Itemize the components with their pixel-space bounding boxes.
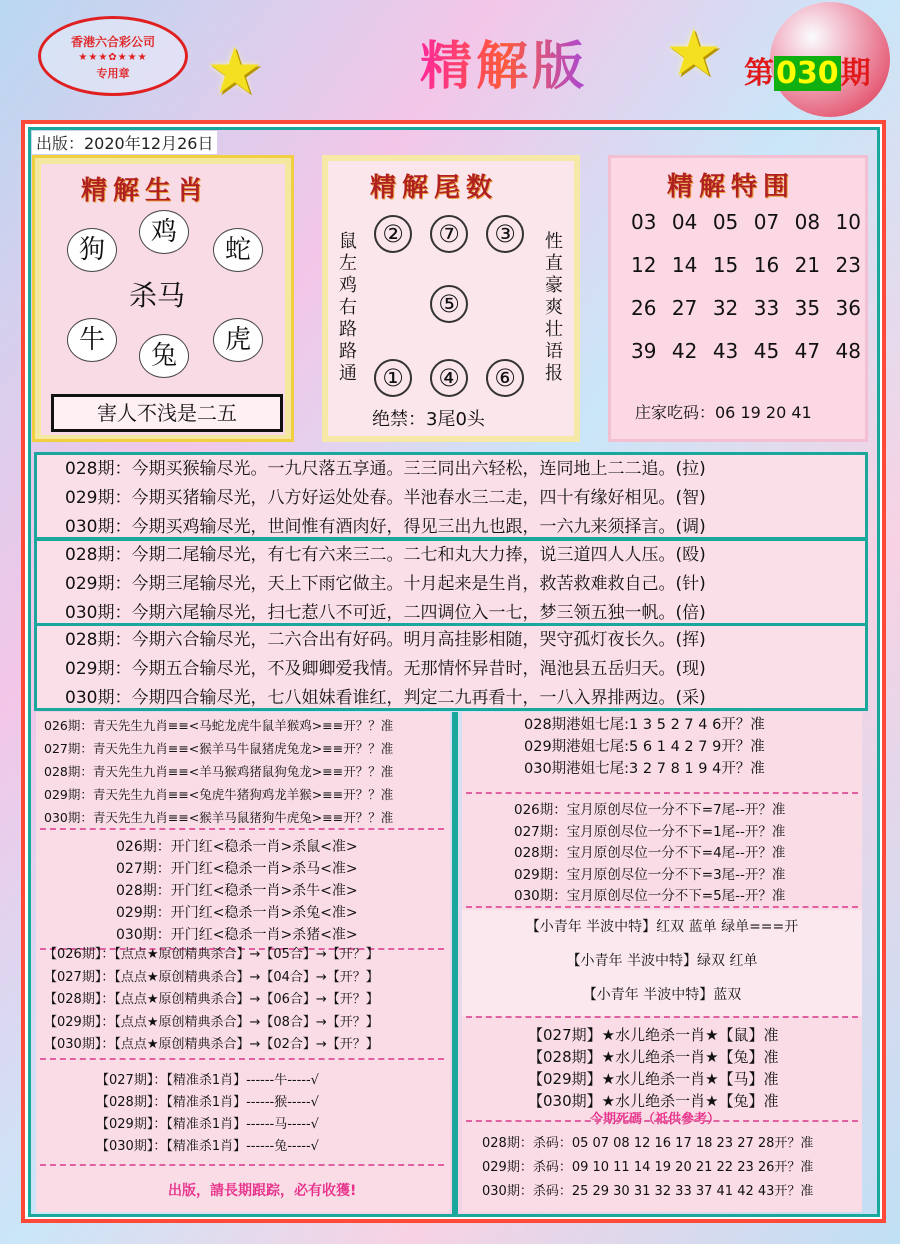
page-title: 精解版: [420, 24, 588, 99]
special-number-grid: [631, 210, 861, 382]
company-stamp: 香港六合彩公司 ★★★✿★★★ 专用章: [38, 16, 188, 96]
special-heading: 精解特围: [667, 172, 796, 202]
list-item: 【028期】：【点点★原创精典杀合】→【06合】→【开？】: [44, 992, 379, 1007]
tail-right-phrase: 性直豪爽壮语报: [545, 231, 563, 384]
tail-number: ④: [430, 359, 468, 397]
list-item: 027期：宝月原创尽位一分不下=1尾--开？准: [514, 823, 786, 840]
tail-number: ⑥: [486, 359, 524, 397]
left-column: [36, 712, 450, 1212]
list-item: 026期：青天先生九肖≡≡<马蛇龙虎牛鼠羊猴鸡>≡≡开？？准: [44, 718, 394, 733]
list-item: 【026期】：【点点★原创精典杀合】→【05合】→【开？】: [44, 947, 379, 962]
list-item: 【027期】：【精准杀1肖】------牛-----√: [96, 1073, 319, 1088]
verse-line: 030期：今期六尾输尽光，扫七惹八不可近，二四调位入一七，梦三领五独一帆。(倍): [65, 603, 706, 623]
zodiac-tiger: 虎: [213, 318, 263, 362]
zodiac-box: [32, 155, 294, 442]
special-box: [608, 155, 868, 442]
list-item: 029期：开门红<稳杀一肖>杀兔<准>: [116, 905, 358, 921]
special-row: 26 27 32 33 35 36: [631, 296, 861, 320]
verse-line: 029期：今期五合输尽光，不及卿卿爱我情。无那情怀异昔时，渑池县五岳归天。(现): [65, 659, 706, 679]
divider: [466, 906, 858, 908]
list-item: 028期：开门红<稳杀一肖>杀牛<准>: [116, 883, 358, 899]
divider: [40, 828, 444, 830]
list-item: 028期：杀码：05 07 08 12 16 17 18 23 27 28开？准: [482, 1136, 814, 1151]
zodiac-snake: 蛇: [213, 228, 263, 272]
list-item: 028期：宝月原创尽位一分不下=4尾--开？准: [514, 845, 786, 861]
zodiac-rabbit: 兔: [139, 334, 189, 378]
list-item: 【029期】：【精准杀1肖】------马-----√: [96, 1117, 319, 1132]
tail-box: [322, 155, 580, 442]
verse-line: 028期：今期买猴输尽光。一九尺落五享通。三三同出六轻松，连同地上二二追。(拉): [65, 459, 706, 479]
special-row: 39 42 43 45 47 48: [631, 339, 861, 363]
list-item: 027期：开门红<稳杀一肖>杀马<准>: [116, 861, 358, 877]
precise-kill-list: [96, 1070, 319, 1158]
list-item: 030期港姐七尾:3 2 7 8 1 9 4开？准: [524, 761, 765, 777]
list-item: 【028期】：【精准杀1肖】------猴-----√: [96, 1095, 319, 1110]
verse-line: 030期：今期四合输尽光，七八姐妹看谁红，判定二九再看十，一八入界排两边。(采): [65, 688, 706, 708]
right-column: [462, 712, 862, 1212]
verse-line: 029期：今期买猪输尽光，八方好运处处春。半池春水三二走，四十有缘好相见。(智): [65, 488, 706, 508]
verse-section-tail: [34, 538, 868, 626]
banker-numbers: 庄家吃码：06 19 20 41: [635, 403, 812, 422]
baoyue-list: [514, 800, 785, 908]
special-row: 12 14 15 16 21 23: [631, 253, 861, 277]
verse-line: 030期：今期买鸡输尽光，世间惟有酒肉好，得见三出九也跟，一六九来须择言。(调): [65, 517, 706, 537]
zodiac-ox: 牛: [67, 318, 117, 362]
verse-line: 028期：今期六合输尽光，二六合出有好码。明月高挂影相随，哭守孤灯夜长久。(挥): [65, 630, 706, 650]
footer-note: 出版，請長期跟踪，必有收獲!: [168, 1183, 357, 1199]
hk-sister-list: [524, 714, 765, 780]
special-row: 03 04 05 07 08 10: [631, 210, 861, 234]
divider: [40, 1058, 444, 1060]
tail-heading: 精解尾数: [370, 173, 499, 203]
tail-number: ⑤: [430, 285, 468, 323]
list-item: 030期：开门红<稳杀一肖>杀猪<准>: [116, 927, 358, 943]
list-item: 【029期】★水儿绝杀一肖★【马】准: [528, 1070, 779, 1088]
list-item: 【029期】：【点点★原创精典杀合】→【08合】→【开？】: [44, 1014, 379, 1030]
publish-date: 出版：2020年12月26日: [32, 131, 217, 154]
star-icon: ★: [206, 35, 264, 109]
tail-number: ③: [486, 215, 524, 253]
zodiac-dog: 狗: [67, 228, 117, 272]
verse-section-he: [34, 623, 868, 711]
verse-line: 028期：今期二尾输尽光，有七有六来三二。二七和丸大力捧，说三道四人人压。(殴): [65, 545, 706, 565]
list-item: 029期港姐七尾:5 6 1 4 2 7 9开？准: [524, 739, 765, 755]
divider: [466, 1120, 858, 1122]
list-item: 【小青年 半波中特】绿双 红单: [566, 953, 758, 969]
half-wave-list: [462, 910, 862, 1016]
red-door-list: [116, 836, 358, 946]
list-item: 028期港姐七尾:1 3 5 2 7 4 6开？准: [524, 717, 765, 733]
tail-number: ②: [374, 215, 412, 253]
verse-line: 029期：今期三尾输尽光，天上下雨它做主。十月起来是生肖，救苦救难救自己。(针): [65, 574, 706, 594]
list-item: 028期：青天先生九肖≡≡<羊马猴鸡猪鼠狗兔龙>≡≡开？？准: [44, 764, 394, 779]
list-item: 029期：宝月原创尽位一分不下=3尾--开？准: [514, 866, 786, 883]
dead-code-list: [482, 1132, 813, 1204]
zodiac-phrase: 害人不浅是二五: [51, 394, 283, 432]
list-item: 【030期】：【精准杀1肖】------兔-----√: [96, 1139, 319, 1154]
water-kill-list: [528, 1024, 779, 1112]
list-item: 【030期】：【点点★原创精典杀合】→【02合】→【开？】: [44, 1037, 379, 1052]
star-icon: ★: [665, 17, 723, 91]
zodiac-rooster: 鸡: [139, 210, 189, 254]
list-item: 【030期】★水儿绝杀一肖★【兔】准: [528, 1092, 779, 1110]
nine-zodiac-list: [44, 714, 393, 829]
dead-code-title: 今期死碼（祗供參考）: [590, 1112, 721, 1127]
verse-section-zodiac: [34, 452, 868, 540]
list-item: 【027期】★水儿绝杀一肖★【鼠】准: [528, 1026, 779, 1044]
divider: [466, 792, 858, 794]
kill-zodiac: 杀马: [129, 279, 186, 312]
list-item: 【小青年 半波中特】蓝双: [582, 987, 742, 1003]
list-item: 030期：宝月原创尽位一分不下=5尾--开？准: [514, 888, 786, 904]
tail-left-phrase: 鼠左鸡右路路通: [339, 231, 357, 384]
divider: [466, 1016, 858, 1018]
list-item: 【小青年 半波中特】红双 蓝单 绿单===开: [525, 919, 799, 935]
list-item: 030期：青天先生九肖≡≡<猴羊马鼠猪狗牛虎兔>≡≡开？？准: [44, 810, 394, 825]
list-item: 030期：杀码：25 29 30 31 32 33 37 41 42 43开？准: [482, 1184, 814, 1199]
list-item: 029期：青天先生九肖≡≡<兔虎牛猪狗鸡龙羊猴>≡≡开？？准: [44, 787, 394, 802]
list-item: 【027期】：【点点★原创精典杀合】→【04合】→【开？】: [44, 969, 379, 985]
divider: [40, 1164, 444, 1166]
issue-number: 第030期: [744, 56, 871, 91]
tail-forbidden: 绝禁：3尾0头: [372, 409, 485, 430]
list-item: 026期：开门红<稳杀一肖>杀鼠<准>: [116, 839, 358, 855]
column-divider: [452, 712, 458, 1216]
list-item: 【028期】★水儿绝杀一肖★【兔】准: [528, 1048, 779, 1066]
tail-number: ⑦: [430, 215, 468, 253]
tail-number: ①: [374, 359, 412, 397]
zodiac-heading: 精解生肖: [81, 176, 210, 206]
list-item: 029期：杀码：09 10 11 14 19 20 21 22 23 26开？准: [482, 1160, 814, 1175]
list-item: 027期：青天先生九肖≡≡<猴羊马牛鼠猪虎兔龙>≡≡开？？准: [44, 741, 394, 756]
list-item: 026期：宝月原创尽位一分不下=7尾--开？准: [514, 802, 786, 818]
kill-he-list: [44, 944, 379, 1057]
